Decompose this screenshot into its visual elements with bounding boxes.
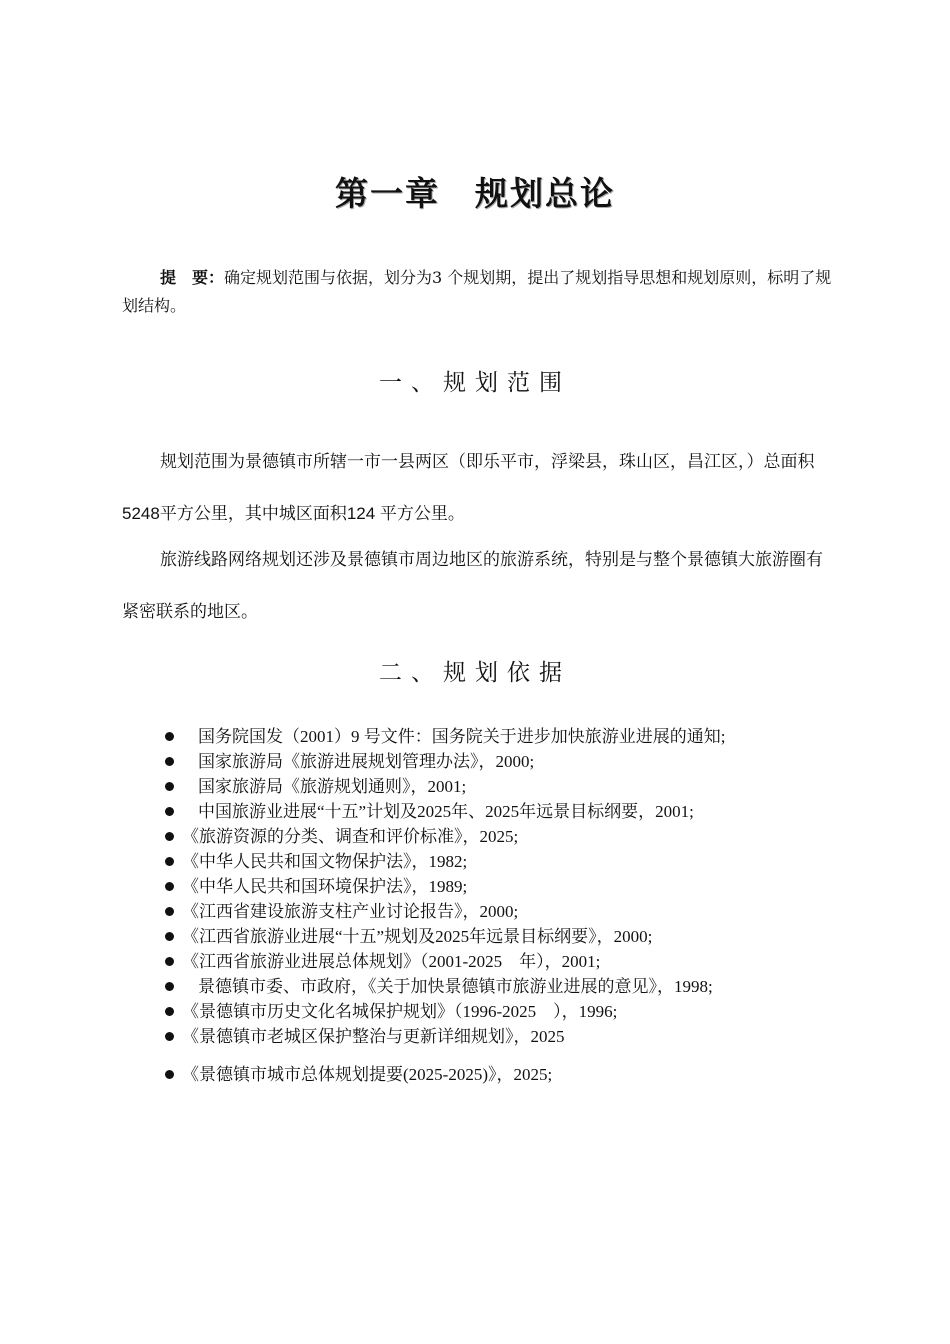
bullet-icon: [165, 932, 174, 941]
bullet-icon: [165, 832, 174, 841]
section-heading-scope: 一、规划范围: [379, 370, 571, 396]
bullet-icon: [165, 1032, 174, 1041]
bullet-icon: [165, 907, 174, 916]
bullet-icon: [165, 732, 174, 741]
list-item: 《中华人民共和国环境保护法》，1989;: [160, 874, 860, 899]
bullet-icon: [165, 1070, 174, 1079]
list-item: 《景德镇市历史文化名城保护规划》（1996-2025 ），1996;: [160, 999, 860, 1024]
list-item: 国家旅游局《旅游进展规划管理办法》，2000;: [160, 749, 860, 774]
bullet-icon: [165, 882, 174, 891]
scope-paragraph-1: 规划范围为景德镇市所辖一市一县两区（即乐平市，浮梁县，珠山区，昌江区，）总面积5248平方公里，其中城区面积124 平方公里。: [122, 452, 815, 523]
bullet-icon: [165, 982, 174, 991]
bullet-icon: [165, 807, 174, 816]
bullet-icon: [165, 757, 174, 766]
summary-paragraph: [122, 264, 832, 320]
reference-list: [160, 724, 860, 1087]
list-item: 国务院国发（2001）9 号文件：国务院关于进步加快旅游业进展的通知;: [160, 724, 860, 749]
list-item: 《江西省旅游业进展“十五”规划及2025年远景目标纲要》，2000;: [160, 924, 860, 949]
section-heading-basis: 二、规划依据: [379, 660, 571, 686]
list-item: 《江西省旅游业进展总体规划》（2001-2025 年），2001;: [160, 949, 860, 974]
bullet-icon: [165, 857, 174, 866]
summary-text: 确定规划范围与依据，划分为3 个规划期，提出了规划指导思想和规划原则，标明了规划结构。: [122, 268, 832, 315]
scope-paragraph-2: 旅游线路网络规划还涉及景德镇市周边地区的旅游系统，特别是与整个景德镇大旅游圈有紧密联系的地区。: [122, 550, 823, 621]
list-item: 景德镇市委、市政府，《关于加快景德镇市旅游业进展的意见》，1998;: [160, 974, 860, 999]
bullet-icon: [165, 782, 174, 791]
list-item: 《旅游资源的分类、调查和评价标准》，2025;: [160, 824, 860, 849]
chapter-title: 第一章 规划总论: [335, 174, 615, 213]
summary-label: 提 要：: [160, 268, 225, 287]
list-item: 《江西省建设旅游支柱产业讨论报告》，2000;: [160, 899, 860, 924]
list-item: 《景德镇市城市总体规划提要(2025-2025)》，2025;: [160, 1062, 860, 1087]
list-item: 《景德镇市老城区保护整治与更新详细规划》，2025: [160, 1024, 860, 1049]
bullet-icon: [165, 1007, 174, 1016]
list-item: 国家旅游局《旅游规划通则》，2001;: [160, 774, 860, 799]
list-item: 中国旅游业进展“十五”计划及2025年、2025年远景目标纲要，2001;: [160, 799, 860, 824]
bullet-icon: [165, 957, 174, 966]
list-item: 《中华人民共和国文物保护法》，1982;: [160, 849, 860, 874]
